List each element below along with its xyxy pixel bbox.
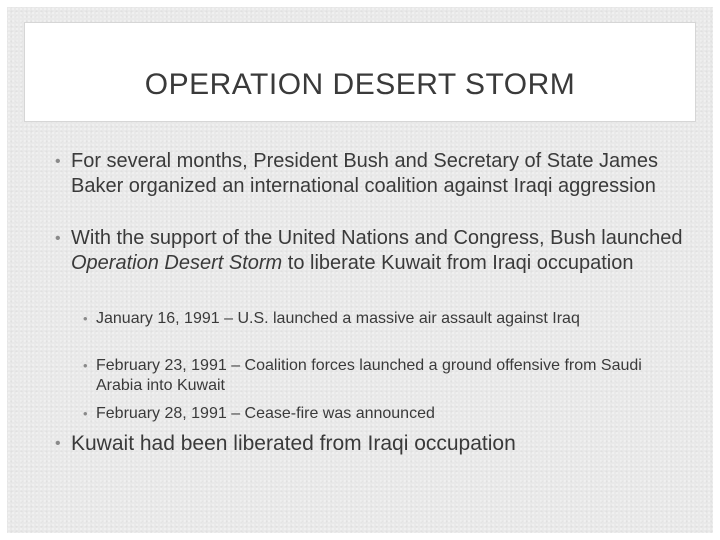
sub-bullet-text: January 16, 1991 – U.S. launched a massive air assault against Iraq bbox=[96, 310, 580, 327]
bullet-item-liberated bbox=[55, 431, 691, 456]
bullet-item-desert-storm bbox=[55, 226, 691, 276]
bullet-icon: • bbox=[55, 153, 61, 170]
bullet-text-after: to liberate Kuwait from Iraqi occupation bbox=[282, 252, 634, 274]
operation-name: Operation Desert Storm bbox=[71, 252, 283, 274]
sub-bullet-ground-offensive bbox=[83, 356, 686, 396]
sub-bullet-text: February 28, 1991 – Cease-fire was announced bbox=[96, 405, 435, 422]
bullet-icon: • bbox=[83, 406, 88, 421]
bullet-icon: • bbox=[83, 311, 88, 326]
bullet-icon: • bbox=[55, 435, 61, 452]
slide bbox=[7, 7, 713, 533]
slide-title: OPERATION DESERT STORM bbox=[144, 68, 576, 101]
bullet-icon: • bbox=[83, 358, 88, 373]
sub-bullet-text: February 23, 1991 – Coalition forces launched a ground offensive from Saudi Arabia into Kuwait bbox=[96, 357, 642, 394]
bullet-text: For several months, President Bush and Secretary of State James Baker organized an international coalition against Iraqi aggression bbox=[71, 150, 658, 197]
bullet-text-before: With the support of the United Nations and Congress, Bush launched bbox=[71, 227, 683, 249]
sub-bullet-air-assault bbox=[83, 309, 686, 329]
bullet-text: Kuwait had been liberated from Iraqi occupation bbox=[71, 432, 516, 455]
bullet-item-coalition bbox=[55, 149, 691, 199]
bullet-icon: • bbox=[55, 230, 61, 247]
slide-body bbox=[7, 7, 713, 533]
sub-bullet-cease-fire bbox=[83, 404, 686, 424]
